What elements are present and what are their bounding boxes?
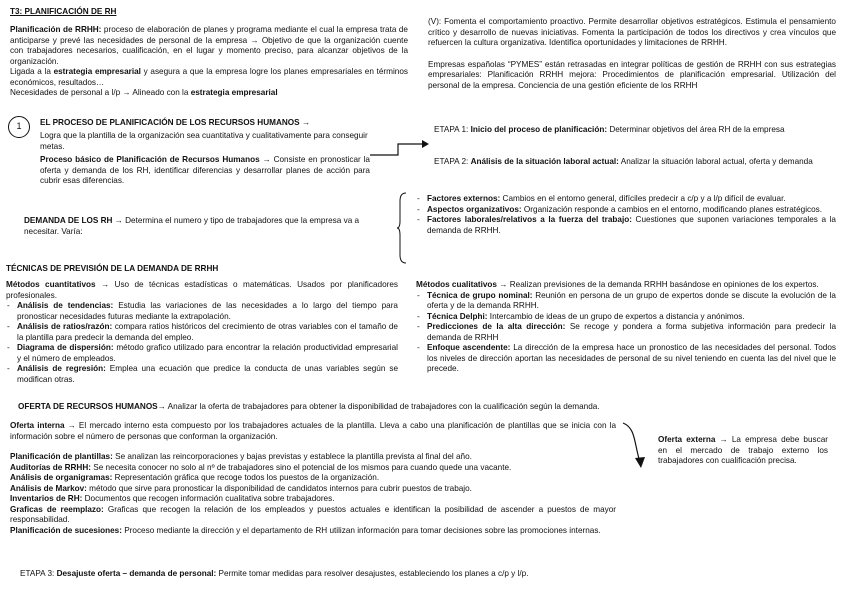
arrow-right-icon (368, 138, 430, 158)
qualitative-methods: Métodos cualitativos → Realizan previsiones de la demanda RRHH basándose en opiniones de los expertos. - Técnica de grupo nominal: Reunión en persona de un grupo de expertos donde se discute la evolución de la oferta y de la demanda RRHH. - Técnica Delphi: Intercambio de ideas de un grupo de expertos a distancia y anónimos. - Predicciones de la alta dirección: Se recoge y pondera a forma subjetiva información para predecir la demanda de RRHH - Enfoque ascendente: La dirección de la empresa hace un pronostico de las necesidades del personal. Todos los niveles de dirección aportan las necesidades de personal de su nivel teniendo en cuenta las del nivel que le precede. (416, 280, 836, 375)
brace-icon (396, 192, 408, 264)
internal-supply: Oferta interna → El mercado interno esta compuesto por los trabajadores actuales de la plantilla. Lleva a cabo una planificación de plantillas que se inicia con la información sobre el número de personas que conforman la organización. (10, 421, 617, 441)
etapa-3: ETAPA 3: Desajuste oferta – demanda de personal: Permite tomar medidas para resolver desajustes, estableciendo los planes a c/p y l/p. (20, 569, 529, 578)
demand-factors-list (416, 194, 836, 236)
list-item: - Diagrama de dispersión: método grafico utilizado para encontrar la relación productividad empresarial y el número de empleados. (6, 343, 398, 364)
external-supply: Oferta externa → La empresa debe buscar en el mercado de trabajo externo los trabajadores con cualificación precisa. (658, 435, 828, 465)
list-item: - Análisis de tendencias: Estudia las variaciones de las necesidades a lo largo del tiempo para pronosticar necesidades futuras mediante la extrapolación. (6, 301, 398, 322)
demand-section: DEMANDA DE LOS RH → Determina el numero y tipo de trabajadores que la empresa va a necesitar. Varía: (24, 216, 360, 236)
list-item: Graficas de reemplazo: Graficas que recogen la relación de los empleados y puestos actuales e identifican la posibilidad de ascender a puestos de mayor responsabilidad. (10, 504, 616, 524)
etapa-1: ETAPA 1: Inicio del proceso de planificación: Determinar objetivos del área RH de la empresa (434, 125, 785, 134)
supply-heading: OFERTA DE RECURSOS HUMANOS→ Analizar la oferta de trabajadores para obtener la disponibilidad de trabajadores con la cualificación según la demanda. (18, 402, 600, 411)
process-heading: EL PROCESO DE PLANIFICACIÓN DE LOS RECURSOS HUMANOS → (40, 118, 311, 127)
supply-items (10, 452, 616, 536)
page-title: T3: PLANIFICACIÓN DE RH (10, 7, 117, 16)
quantitative-methods: Métodos cuantitativos → Uso de técnicas estadísticas o matemáticas. Usados por planificadores profesionales. - Análisis de tendencias: Estudia las variaciones de las necesidades a lo largo del tiempo para pronosticar necesidades futuras mediante la extrapolación. - Análisis de ratios/razón: compara ratios históricos del crecimiento de otras variables con el tamaño de la plantilla para predecir la demanda del empleo. - Diagrama de dispersión: método grafico utilizado para encontrar la relación productividad empresarial y el número de empleados. - Análisis de regresión: Emplea una ecuación que predice la conducta de unas variables según se modifican otras. (6, 280, 398, 385)
list-item: Planificación de plantillas: Se analizan las reincorporaciones y bajas previstas y establece la plantilla prevista al final del año. (10, 452, 472, 461)
section-number-badge: 1 (8, 116, 30, 138)
curved-arrow-icon (620, 420, 652, 470)
list-item: - Análisis de regresión: Emplea una ecuación que predice la conducta de unas variables según se modifican otras. (6, 364, 398, 385)
process-basic: Proceso básico de Planificación de Recursos Humanos → Consiste en pronosticar la oferta y demanda de los RH, identificar diferencias y desarrollar planes de acción para cubrir esas diferencias. (40, 155, 370, 185)
advantages-section: (V): Fomenta el comportamiento proactivo. Permite desarrollar objetivos estratégicos. Estimula el pensamiento crítico y desarrollo de nuevas iniciativas. Fomenta la participación de todos los directivos y crea vínculos que refuercen la cultura organizativa. Identifica oportunidades y limitaciones de RRHH. Empresas españolas “PYMES” están retrasadas en integrar políticas de gestión de RRHH con sus estrategias empresariales: Planificación RRHH mejora: Procedimientos de planificación empresarial. Utilización del personal de la empresa. Conciencia de una gestión eficiente de los RRHH (428, 17, 836, 90)
list-item: Planificación de sucesiones: Proceso mediante la dirección y el departamento de RH utilizan información para tomar decisiones sobre las promociones internas. (10, 525, 601, 535)
list-item: - Factores externos: Cambios en el entorno general, difíciles predecir a c/p y a l/p difícil de evaluar. (416, 194, 836, 205)
list-item: Inventarios de RH: Documentos que recogen información cualitativa sobre trabajadores. (10, 494, 335, 503)
etapa-2: ETAPA 2: Análisis de la situación laboral actual: Analizar la situación laboral actual, oferta y demanda (434, 157, 813, 166)
techniques-heading: TÉCNICAS DE PREVISIÓN DE LA DEMANDA DE RRHH (6, 264, 219, 273)
process-text: Logra que la plantilla de la organización sea cuantitativa y cualitativamente para conseguir metas. (40, 131, 368, 151)
list-item: - Técnica de grupo nominal: Reunión en persona de un grupo de expertos donde se discute la evolución de la oferta y de la demanda RRHH. (416, 291, 836, 312)
intro-section: Planificación de RRHH: proceso de elaboración de planes y programa mediante el cual la empresa trata de anticiparse y prevé las necesidades de personal de la empresa → Objetivo de que la organización cuente con trabajadores necesarios, cualificación, en el lugar y momento preciso, para alcanzar objetivos de la organización. Ligada a la estrategia empresarial y asegura a que la empresa logre los planes empresariales en términos económicos, resultados… Necesidades de personal a l/p → Alineado con la estrategia empresarial (10, 25, 408, 97)
list-item: Análisis de organigramas: Representación gráfica que recoge todos los puestos de la organización. (10, 473, 380, 482)
list-item: - Factores laborales/relativos a la fuerza del trabajo: Cuestiones que suponen variaciones temporales a la demanda de RRHH. (416, 215, 836, 236)
list-item: Auditorías de RRHH: Se necesita conocer no solo al nº de trabajadores sino el potencial de los mismos para cuando quede una vacante. (10, 462, 512, 472)
list-item: - Técnica Delphi: Intercambio de ideas de un grupo de expertos a distancia y anónimos. (416, 312, 836, 323)
list-item: - Predicciones de la alta dirección: Se recoge y pondera a forma subjetiva información para predecir la demanda de RRHH (416, 322, 836, 343)
list-item: - Enfoque ascendente: La dirección de la empresa hace un pronostico de las necesidades del personal. Todos los niveles de dirección aportan las necesidades de personal de su nivel teniendo en cuenta las del nivel que le precede. (416, 343, 836, 375)
list-item: Análisis de Markov: método que sirve para pronosticar la disponibilidad de candidatos internos para cubrir puestos de trabajo. (10, 483, 472, 493)
list-item: - Aspectos organizativos: Organización responde a cambios en el entorno, modificando planes estratégicos. (416, 205, 836, 216)
list-item: - Análisis de ratios/razón: compara ratios históricos del crecimiento de otras variables con el tamaño de la plantilla para predecir la demanda del empleo. (6, 322, 398, 343)
